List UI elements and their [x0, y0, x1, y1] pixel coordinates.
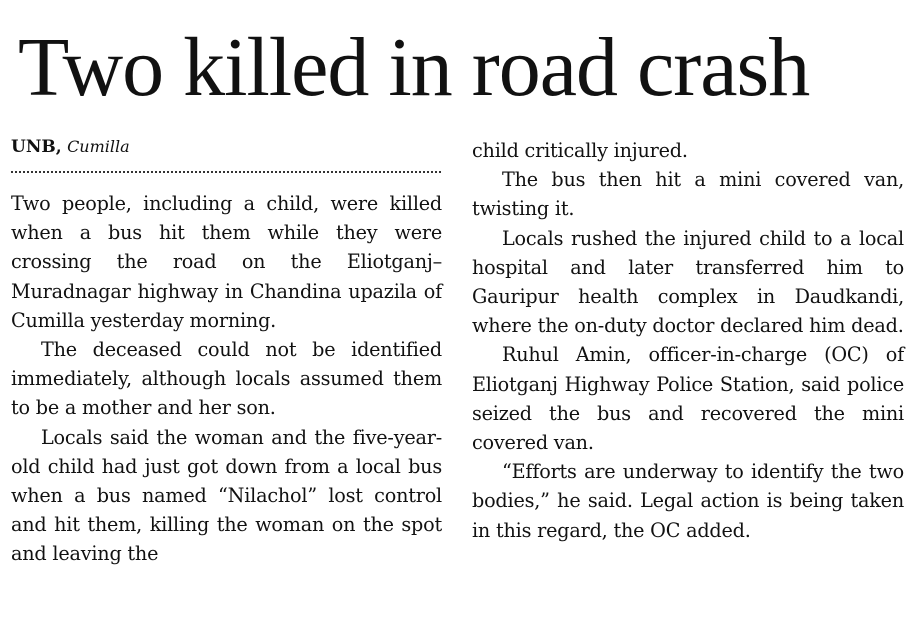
paragraph-locals-said: Locals said the woman and the five-year-old child had just got down from a local bus when a bus named “Nilachol” lost control and hit them, killing the woman on the spot and leaving the: [11, 425, 442, 566]
article-column-right: [472, 136, 904, 545]
paragraph-continued: child critically injured.: [472, 139, 688, 162]
byline-source: UNB,: [11, 137, 62, 157]
paragraph-police: Ruhul Amin, officer-in-charge (OC) of Eliotganj Highway Police Station, said police seized the bus and recovered the mini covered van.: [472, 343, 904, 455]
headline: Two killed in road crash: [18, 21, 810, 114]
paragraph-quote: “Efforts are underway to identify the two bodies,” he said. Legal action is being taken in this regard, the OC added.: [472, 460, 904, 542]
article-column-left: [11, 189, 442, 569]
byline-place: Cumilla: [67, 137, 130, 156]
paragraph-deceased: The deceased could not be identified immediately, although locals assumed them to be a mother and her son.: [11, 338, 442, 420]
paragraph-intro: Two people, including a child, were killed when a bus hit them while they were crossing the road on the Eliotganj–Muradnagar highway in Chandina upazila of Cumilla yesterday morning.: [11, 192, 442, 332]
paragraph-hospital: Locals rushed the injured child to a local hospital and later transferred him to Gauripur health complex in Daudkandi, where the on-duty doctor declared him dead.: [472, 226, 904, 338]
byline: [11, 136, 130, 158]
byline-divider: [11, 171, 441, 173]
paragraph-mini-van: The bus then hit a mini covered van, twisting it.: [472, 168, 904, 221]
